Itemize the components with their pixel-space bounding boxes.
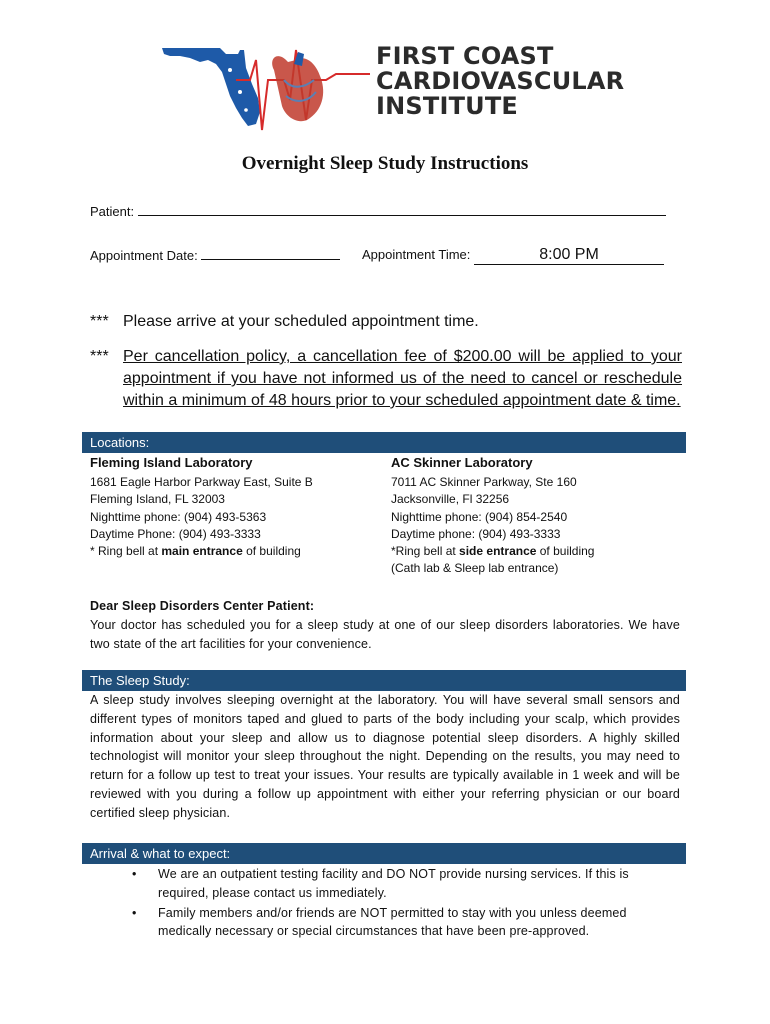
bell-bold: side entrance xyxy=(459,544,537,559)
appointment-date-field xyxy=(90,248,340,263)
time-label: Appointment Time: xyxy=(362,247,471,262)
arrival-notice xyxy=(90,311,682,333)
location-name: AC Skinner Laboratory xyxy=(391,455,533,470)
bullet-text: We are an outpatient testing facility and DO NOT provide nursing services. If this is required, please contact us immediately. xyxy=(158,867,629,900)
bell-pre: *Ring bell at xyxy=(391,544,460,559)
logo-wordmark xyxy=(376,44,624,119)
sleep-study-header: The Sleep Study: xyxy=(82,670,686,691)
logo-line-2: CARDIOVASCULAR xyxy=(376,67,625,95)
florida-heart-logo-icon xyxy=(160,40,370,135)
location-address: 7011 AC Skinner Parkway, Ste 160 xyxy=(391,475,577,489)
logo-graphic xyxy=(160,40,370,135)
patient-field xyxy=(90,204,666,219)
document-title: Overnight Sleep Study Instructions xyxy=(241,153,529,174)
sleep-study-body: A sleep study involves sleeping overnight at the laboratory. You will have several small sensors and different types of monitors taped and glued to parts of the body including your scalp, which provides information about your sleep and allow us to diagnose potential sleep disorders. A highly skilled technologist will monitor your sleep throughout the night. Depending on the results, you may need to return for a follow up test to treat your issues. Your results are typically available in 1 week and will be reviewed with you during a follow up appointment with either your referring physician or our board certified sleep physician. xyxy=(90,693,680,820)
time-value: 8:00 PM xyxy=(539,246,599,263)
location-night-phone: Nighttime phone: (904) 493-5363 xyxy=(90,509,267,524)
location-address: 1681 Eagle Harbor Parkway East, Suite B xyxy=(90,475,313,489)
list-item xyxy=(130,865,680,903)
bullet-icon: • xyxy=(132,905,137,920)
location-city: Jacksonville, Fl 32256 xyxy=(391,492,510,507)
arrival-bullets xyxy=(130,865,680,942)
location-bell-note xyxy=(391,543,681,560)
date-label: Appointment Date: xyxy=(90,248,198,263)
bell-pre: * Ring bell at xyxy=(90,544,162,559)
location-bell-note xyxy=(90,543,380,560)
notice-stars: *** xyxy=(90,348,109,365)
patient-blank[interactable] xyxy=(138,215,666,216)
arrival-header: Arrival & what to expect: xyxy=(82,843,686,864)
bullet-icon: • xyxy=(132,867,137,881)
salutation: Dear Sleep Disorders Center Patient: xyxy=(90,599,315,613)
cancellation-notice xyxy=(90,346,682,412)
dear-patient-section xyxy=(90,597,680,653)
bell-post: of building xyxy=(536,544,595,559)
list-item xyxy=(130,904,680,942)
location-fleming xyxy=(90,454,380,560)
patient-label: Patient: xyxy=(90,204,135,219)
logo-line-1: FIRST COAST xyxy=(376,42,554,70)
dear-body: Your doctor has scheduled you for a sleep study at one of our sleep disorders laboratories. We have two state of the art facilities for your convenience. xyxy=(90,617,680,651)
location-name: Fleming Island Laboratory xyxy=(90,455,253,470)
location-day-phone: Daytime Phone: (904) 493-3333 xyxy=(90,526,261,541)
location-note: (Cath lab & Sleep lab entrance) xyxy=(391,561,559,576)
bell-bold: main entrance xyxy=(161,544,243,559)
appointment-time-field xyxy=(362,246,664,265)
date-blank[interactable] xyxy=(201,259,340,260)
notice-text: Please arrive at your scheduled appointment time. xyxy=(123,313,479,330)
location-night-phone: Nighttime phone: (904) 854-2540 xyxy=(391,509,568,524)
cancellation-text: Per cancellation policy, a cancellation fee of $200.00 will be applied to your appointment if you have not informed us of the need to cancel or reschedule within a minimum of 48 hours prior to your scheduled appointment date & time. xyxy=(123,348,682,409)
logo-line-3: INSTITUTE xyxy=(376,92,519,120)
bullet-text: Family members and/or friends are NOT permitted to stay with you unless deemed medically necessary or special circumstances that have been pre-approved. xyxy=(158,905,627,939)
bell-post: of building xyxy=(242,544,301,559)
time-blank[interactable] xyxy=(474,246,664,265)
notice-stars: *** xyxy=(90,313,109,330)
locations-header: Locations: xyxy=(82,432,686,453)
location-skinner xyxy=(391,454,681,578)
location-day-phone: Daytime phone: (904) 493-3333 xyxy=(391,526,561,541)
location-city: Fleming Island, FL 32003 xyxy=(90,492,225,507)
